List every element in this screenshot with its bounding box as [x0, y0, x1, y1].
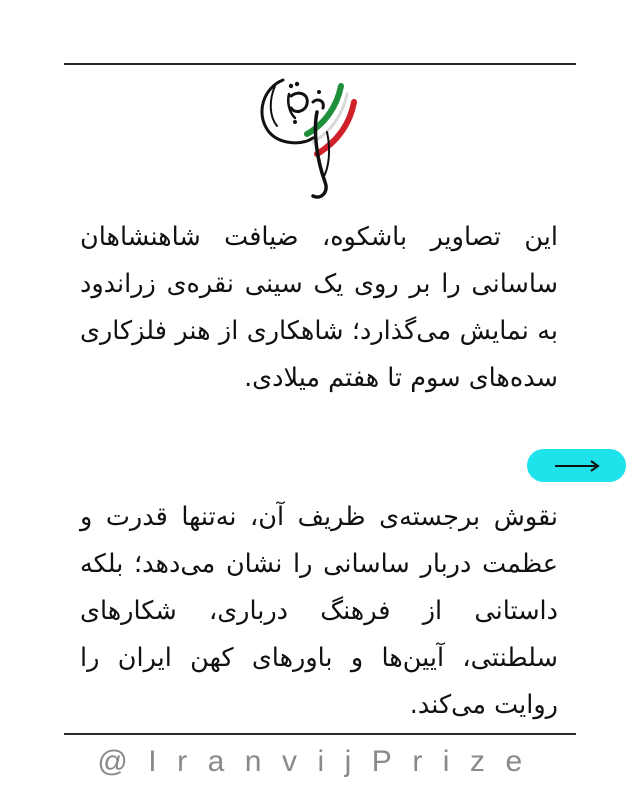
bottom-divider [64, 733, 576, 735]
paragraph-1: این تصاویر باشکوه، ضیافت شاهنشاهان ساسانی را بر روی یک سینی نقره‌ی زراندود به نمایش می‌گذارد؛ شاهکاری از هنر فلزکاری سده‌های سوم تا هفتم میلادی. [80, 222, 558, 393]
top-divider [64, 63, 576, 65]
next-button[interactable] [527, 449, 626, 482]
footer-handle: @IranvijPrize [97, 745, 543, 778]
arrow-right-icon [553, 459, 601, 473]
paragraph-2: نقوش برجسته‌ی ظریف آن، نه‌تنها قدرت و عظمت دربار ساسانی را نشان می‌دهد؛ بلکه داستانی از فرهنگ درباری، شکارهای سلطنتی، آیین‌ها و باورهای کهن ایران را روایت می‌کند. [80, 502, 558, 720]
iranvij-logo [255, 72, 380, 207]
iranvij-logo-icon [255, 72, 380, 207]
